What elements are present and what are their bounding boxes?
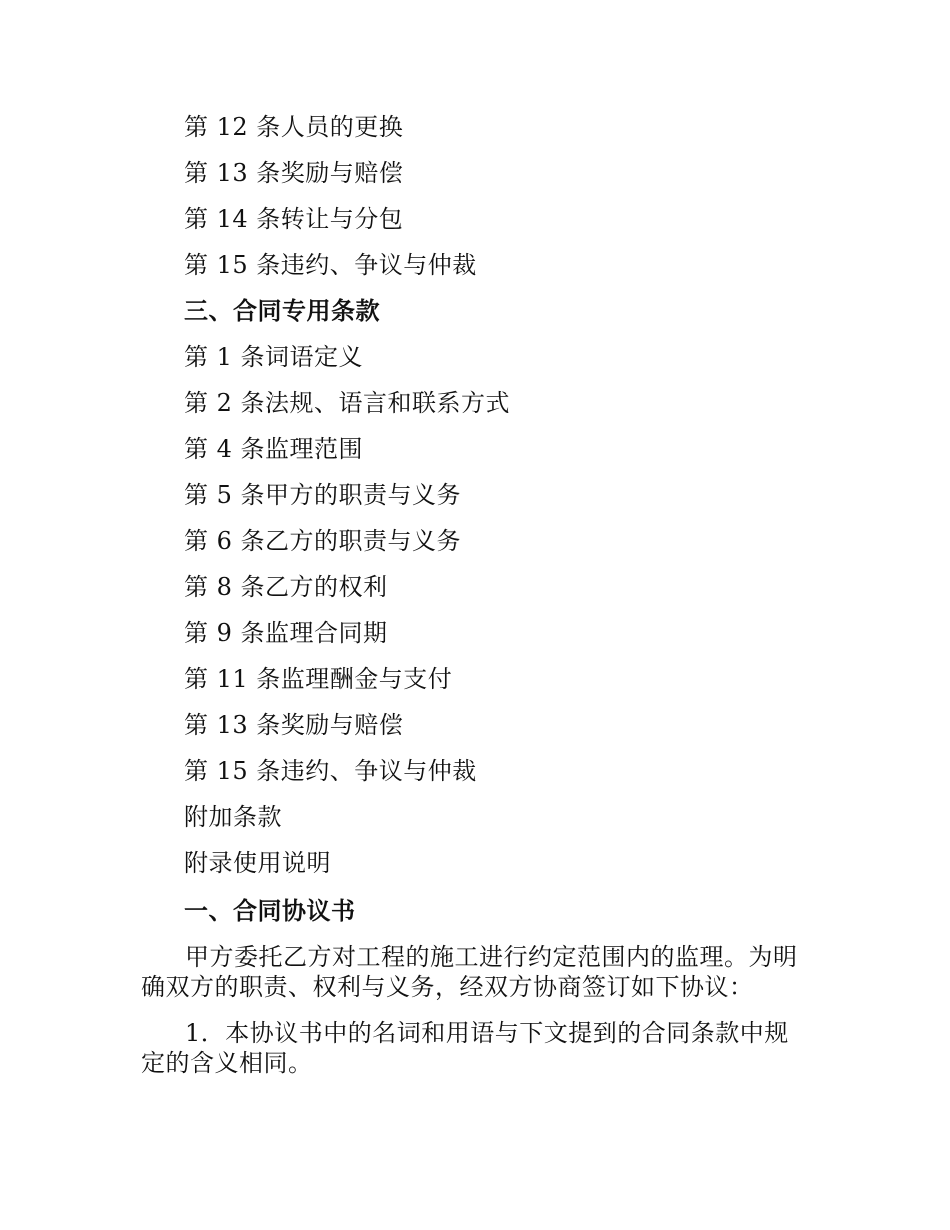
toc-item-1-definitions: 第 1 条词语定义 [184,343,364,371]
agreement-intro-paragraph: 甲方委托乙方对工程的施工进行约定范围内的监理。为明确双方的职责、权利与义务，经双方协商签订如下协议： [141,943,798,1001]
toc-item-13-rewards-compensation: 第 13 条奖励与赔偿 [184,159,404,187]
toc-item-15-breach-dispute: 第 15 条违约、争议与仲裁 [184,251,477,279]
section-heading-special-terms: 三、合同专用条款 [184,296,380,325]
toc-item-14-transfer-subcontract: 第 14 条转让与分包 [184,205,404,233]
toc-item-15-breach-dispute-special: 第 15 条违约、争议与仲裁 [184,757,477,785]
toc-item-2-laws-language-contact: 第 2 条法规、语言和联系方式 [184,389,511,417]
toc-item-4-supervision-scope: 第 4 条监理范围 [184,435,364,463]
toc-item-11-fee-payment: 第 11 条监理酬金与支付 [184,665,453,693]
toc-item-appendix-instructions: 附录使用说明 [184,849,331,877]
toc-item-6-party-b-duties: 第 6 条乙方的职责与义务 [184,527,462,555]
toc-item-5-party-a-duties: 第 5 条甲方的职责与义务 [184,481,462,509]
toc-item-additional-terms: 附加条款 [184,803,282,831]
toc-item-8-party-b-rights: 第 8 条乙方的权利 [184,573,388,601]
toc-item-12-personnel-replacement: 第 12 条人员的更换 [184,113,404,141]
agreement-clause-1-paragraph: 1．本协议书中的名词和用语与下文提到的合同条款中规定的含义相同。 [141,1019,789,1077]
toc-item-9-contract-period: 第 9 条监理合同期 [184,619,388,647]
toc-item-13-rewards-compensation-special: 第 13 条奖励与赔偿 [184,711,404,739]
section-heading-agreement: 一、合同协议书 [184,896,356,925]
